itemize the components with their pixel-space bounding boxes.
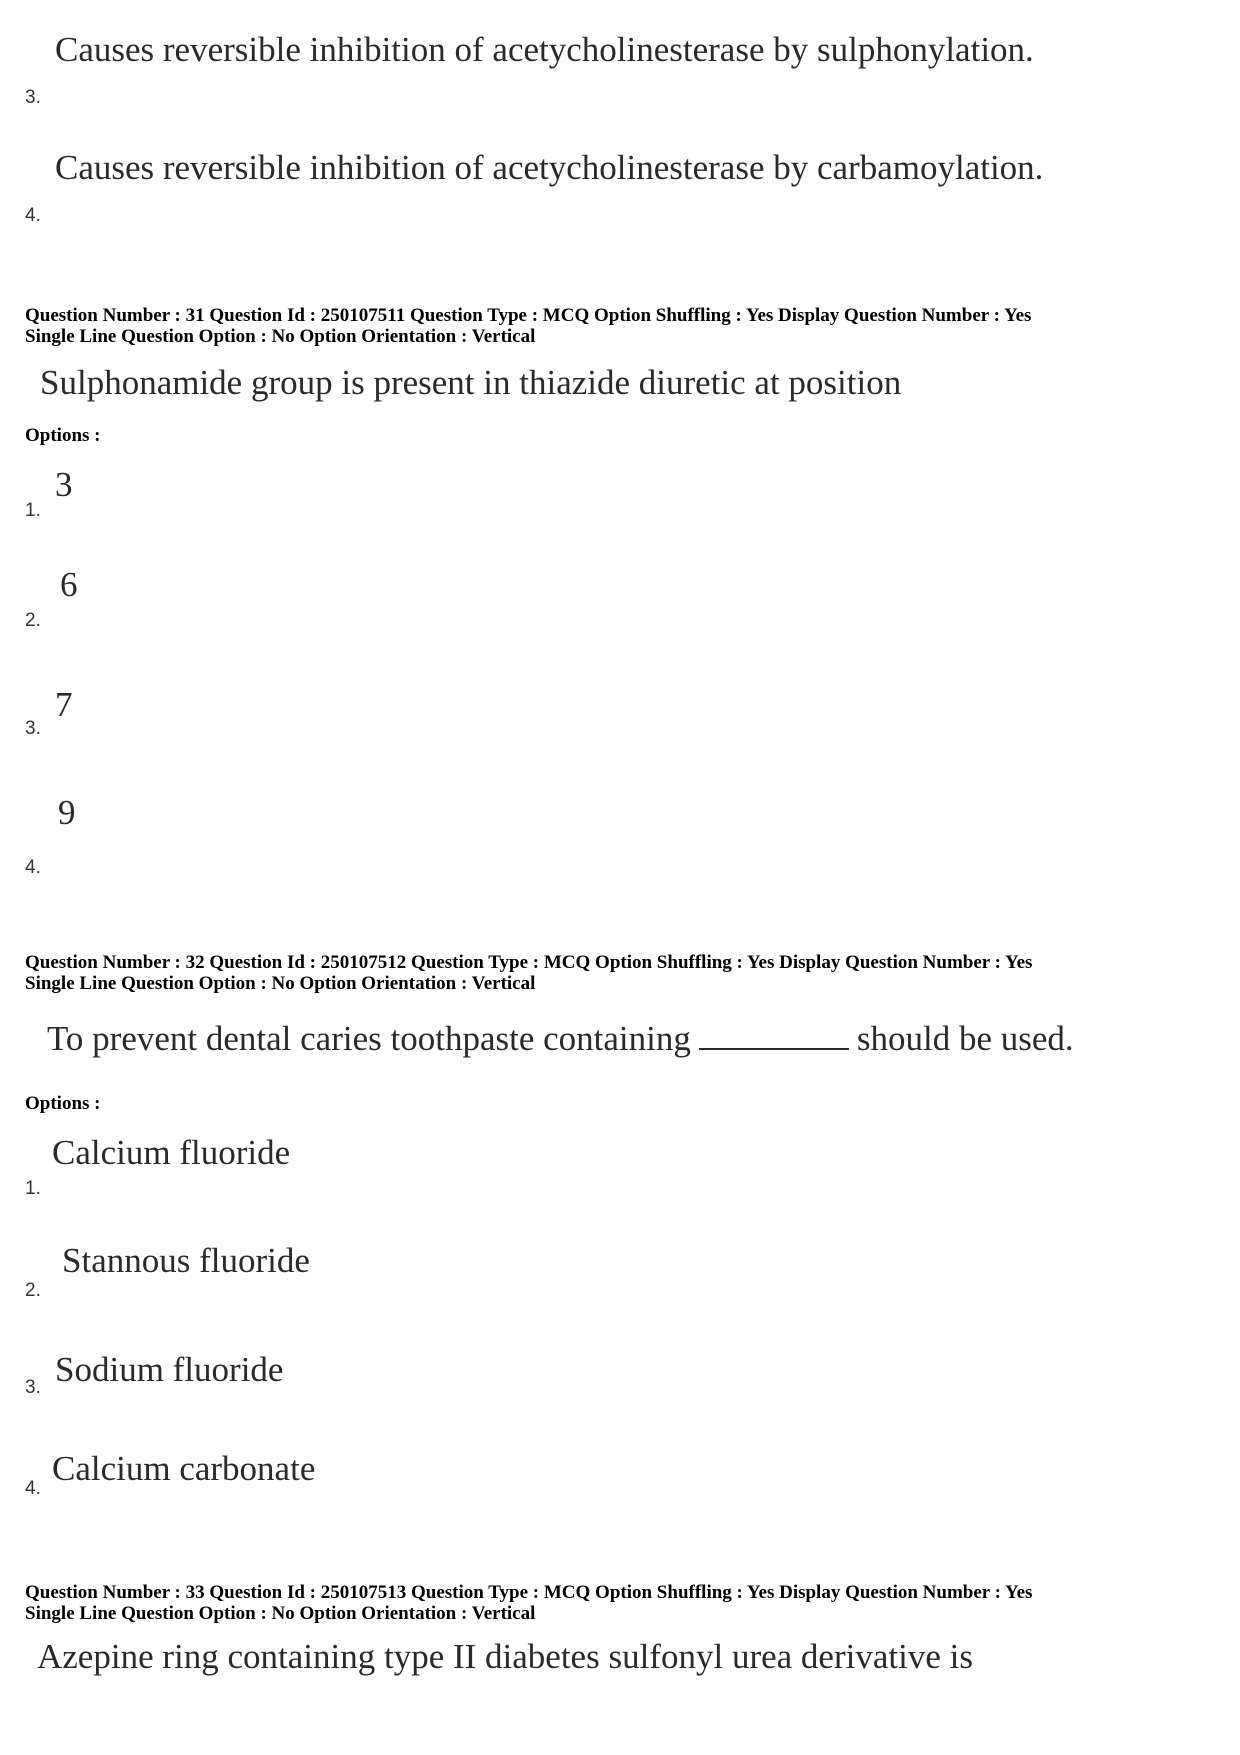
q31-option-4-number: 4.: [25, 857, 41, 878]
q32-option-2-number: 2.: [25, 1280, 41, 1301]
q33-question-text: Azepine ring containing type II diabetes sulfonyl urea derivative is: [37, 1637, 973, 1676]
q31-option-3-number: 3.: [25, 718, 41, 739]
q31-option-4-text: 9: [58, 793, 76, 832]
q31-option-2-number: 2.: [25, 610, 41, 631]
q33-meta-line2: Single Line Question Option : No Option Orientation : Vertical: [25, 1603, 536, 1624]
q32-option-1-number: 1.: [25, 1178, 41, 1199]
q32-meta-line2: Single Line Question Option : No Option Orientation : Vertical: [25, 973, 536, 994]
q32-text-after: should be used.: [856, 1019, 1074, 1058]
prev-option-4-text: Causes reversible inhibition of acetycholinesterase by carbamoylation.: [55, 148, 1044, 187]
q31-question-text: Sulphonamide group is present in thiazide diuretic at position: [40, 363, 902, 402]
q32-meta-line1: Question Number : 32 Question Id : 250107512 Question Type : MCQ Option Shuffling : Yes Display Question Number : Yes: [25, 952, 1033, 973]
q32-options-label: Options :: [25, 1093, 101, 1114]
q32-meta: [25, 952, 1032, 994]
prev-option-3-text: Causes reversible inhibition of acetycholinesterase by sulphonylation.: [55, 30, 1034, 69]
q31-meta-line2: Single Line Question Option : No Option Orientation : Vertical: [25, 326, 536, 347]
q32-option-1-text: Calcium fluoride: [52, 1133, 291, 1172]
q31-option-1-number: 1.: [25, 500, 41, 521]
q31-meta: [25, 305, 1031, 347]
q32-option-4-number: 4.: [25, 1478, 41, 1499]
q33-meta: [25, 1582, 1032, 1624]
q32-option-4-text: Calcium carbonate: [52, 1449, 316, 1488]
q31-option-2-text: 6: [60, 565, 78, 604]
q32-option-3-text: Sodium fluoride: [55, 1350, 284, 1389]
q32-text-before: To prevent dental caries toothpaste containing: [47, 1019, 691, 1058]
q32-blank: [699, 1018, 849, 1050]
q33-meta-line1: Question Number : 33 Question Id : 250107513 Question Type : MCQ Option Shuffling : Yes Display Question Number : Yes: [25, 1582, 1033, 1603]
q32-option-3-number: 3.: [25, 1377, 41, 1398]
q31-options-label: Options :: [25, 425, 101, 446]
q32-question-text: [47, 1018, 1074, 1059]
prev-option-4-number: 4.: [25, 205, 41, 226]
q32-option-2-text: Stannous fluoride: [62, 1241, 310, 1280]
q31-option-1-text: 3: [55, 465, 73, 504]
q31-option-3-text: 7: [55, 685, 73, 724]
prev-option-3-number: 3.: [25, 87, 41, 108]
q31-meta-line1: Question Number : 31 Question Id : 250107511 Question Type : MCQ Option Shuffling : Yes Display Question Number : Yes: [25, 305, 1032, 326]
